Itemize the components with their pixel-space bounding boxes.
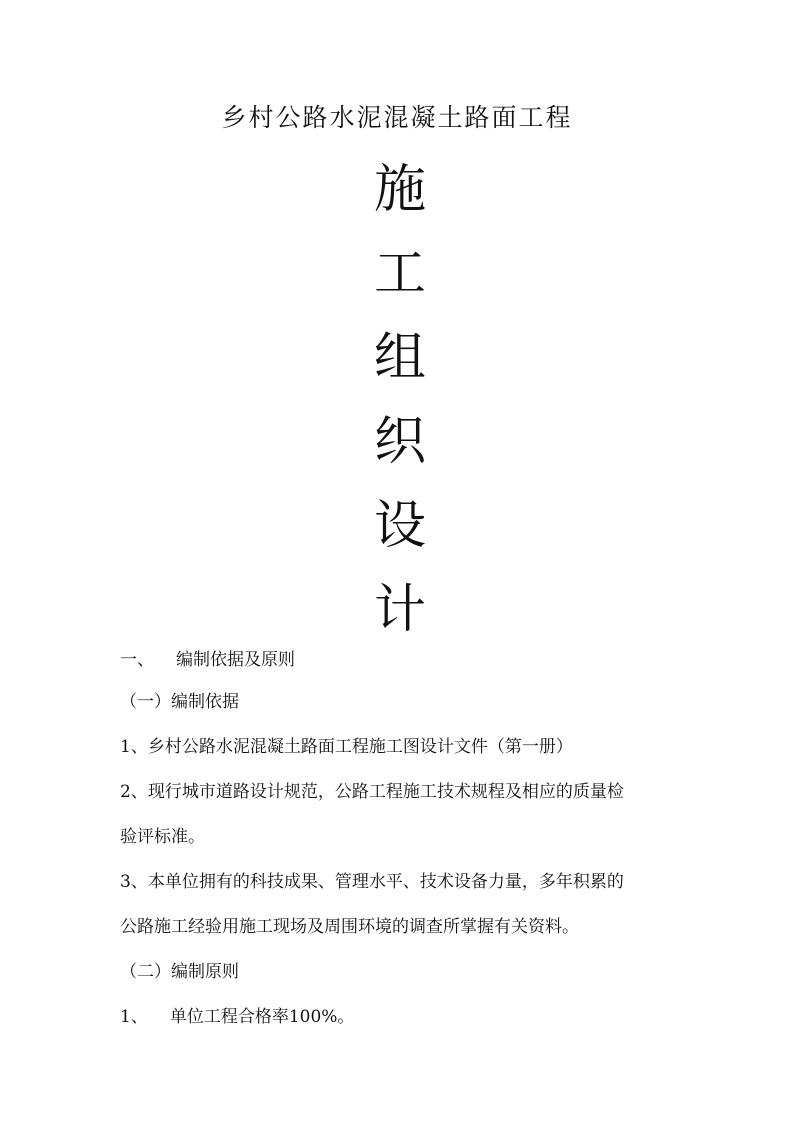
- big-title-char: 组: [373, 328, 426, 388]
- subsection-heading: （二）编制原则: [120, 962, 239, 982]
- document-title: 乡村公路水泥混凝土路面工程: [221, 103, 573, 132]
- big-title-char: 施: [373, 160, 426, 220]
- subsection-heading: （一）编制依据: [120, 692, 239, 712]
- section-heading: [120, 640, 680, 680]
- section-heading-text: 编制依据及原则: [176, 650, 295, 670]
- list-item-continuation: 公路施工经验用施工现场及周围环境的调查所掌握有关资料。: [120, 917, 579, 937]
- list-item: 1、乡村公路水泥混凝土路面工程施工图设计文件（第一册）: [120, 737, 573, 757]
- section-number: 一、: [120, 650, 154, 670]
- list-item: 2、现行城市道路设计规范，公路工程施工技术规程及相应的质量检: [120, 782, 624, 802]
- document-body: [120, 640, 680, 1040]
- big-title-char: 织: [373, 412, 426, 472]
- list-item-continuation: 验评标准。: [120, 827, 205, 847]
- list-item: 3、本单位拥有的科技成果、管理水平、技术设备力量，多年积累的: [120, 872, 624, 892]
- principle-item: [120, 995, 680, 1040]
- big-title-char: 工: [373, 244, 426, 304]
- principle-text: 单位工程合格率100%。: [169, 1007, 355, 1027]
- big-title-char: 计: [373, 580, 426, 640]
- principle-number: 1、: [120, 1007, 148, 1027]
- big-title-char: 设: [373, 496, 426, 556]
- big-title-column: [340, 148, 460, 652]
